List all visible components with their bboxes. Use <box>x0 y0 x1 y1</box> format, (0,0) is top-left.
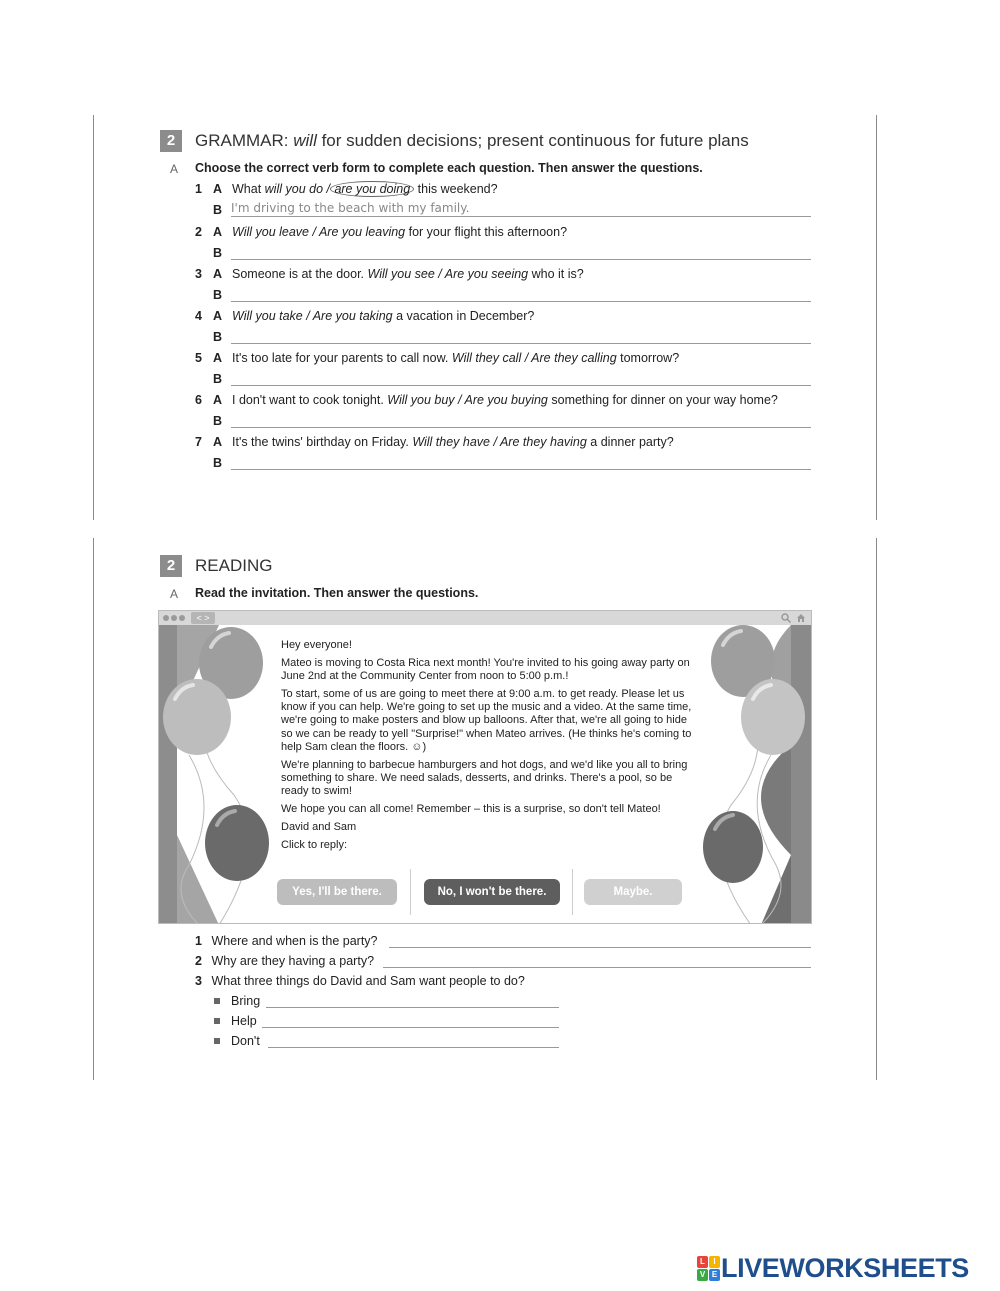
invitation-paragraph-3: We're planning to barbecue hamburgers and hot dogs, and we'd like you all to bring something to share. We need salads, desserts, and drinks. There's a pool, so be ready to swim! <box>281 758 688 798</box>
speaker-b-label: B <box>213 414 223 428</box>
question-text <box>232 392 778 408</box>
invitation-text <box>281 639 701 857</box>
question-text <box>232 308 534 324</box>
bullet-dont-label: Don't <box>231 1034 260 1048</box>
question-pre: I don't want to cook tonight. <box>232 393 388 407</box>
reply-divider-1 <box>410 869 411 915</box>
invitation-greeting: Hey everyone! <box>281 639 352 651</box>
invitation-paragraph-1: Mateo is moving to Costa Rica next month! You're invited to his going away party on June 2nd at the Community Center from noon to 5:00 p.m.! <box>281 656 690 683</box>
reply-yes-button[interactable]: Yes, I'll be there. <box>277 879 397 905</box>
question-number: 3 <box>195 267 202 281</box>
grammar-title <box>195 131 749 151</box>
grammar-answer-line-2[interactable] <box>231 244 811 260</box>
grammar-answer-line-3[interactable] <box>231 286 811 302</box>
grammar-answer-line-4[interactable] <box>231 328 811 344</box>
question-number: 1 <box>195 182 202 196</box>
speaker-a-label: A <box>213 393 223 407</box>
dont-answer-line[interactable] <box>268 1032 559 1048</box>
verb-options[interactable]: Will you leave / Are you leaving <box>232 225 406 239</box>
browser-bar <box>159 611 811 625</box>
logo-tile-i: I <box>709 1256 720 1268</box>
question-number: 7 <box>195 435 202 449</box>
window-dot-2 <box>171 615 177 621</box>
reading-question-number: 1 <box>195 934 202 948</box>
speaker-a-label: A <box>213 225 223 239</box>
balloons-right-illustration <box>691 625 811 924</box>
balloons-left-illustration <box>159 625 269 924</box>
nav-arrows-icon[interactable]: < > <box>191 612 215 624</box>
question-text <box>232 350 679 366</box>
invitation-signature: David and Sam <box>281 821 357 834</box>
reading-question-3 <box>195 973 525 989</box>
speaker-b-label: B <box>213 246 223 260</box>
bullet-icon <box>214 1038 220 1044</box>
grammar-exercise-letter: A <box>170 162 179 176</box>
grammar-title-suffix: for sudden decisions; present continuous for future plans <box>316 131 749 150</box>
invitation-window <box>158 610 812 924</box>
question-text <box>232 434 674 450</box>
reading-answer-line-2[interactable] <box>383 952 811 968</box>
question-post: a vacation in December? <box>392 309 535 323</box>
grammar-title-italic: will <box>293 131 317 150</box>
reading-question-text: What three things do David and Sam want people to do? <box>211 974 525 988</box>
question-pre: It's the twins' birthday on Friday. <box>232 435 413 449</box>
grammar-answer-line-1[interactable]: I'm driving to the beach with my family. <box>231 201 811 217</box>
bullet-icon <box>214 1018 220 1024</box>
verb-options[interactable]: Will you buy / Are you buying <box>387 393 548 407</box>
grammar-answer-line-6[interactable] <box>231 412 811 428</box>
grammar-section-number: 2 <box>160 130 182 152</box>
question-pre: What <box>232 182 265 196</box>
left-border-bottom <box>93 538 94 1080</box>
speaker-b-label: B <box>213 330 223 344</box>
left-border-top <box>93 115 94 520</box>
verb-options[interactable]: Will they have / Are they having <box>412 435 587 449</box>
invitation-reply-label: Click to reply: <box>281 838 348 851</box>
speaker-b-label: B <box>213 372 223 386</box>
reply-maybe-button[interactable]: Maybe. <box>584 879 682 905</box>
logo-tiles-icon <box>697 1256 721 1282</box>
reading-question-number: 3 <box>195 974 202 988</box>
question-text <box>232 266 584 282</box>
question-number: 4 <box>195 309 202 323</box>
bullet-icon <box>214 998 220 1004</box>
question-number: 2 <box>195 225 202 239</box>
verb-options[interactable]: Will you see / Are you seeing <box>367 267 529 281</box>
question-number: 6 <box>195 393 202 407</box>
question-text <box>232 181 498 197</box>
speaker-a-label: A <box>213 351 223 365</box>
question-pre: It's too late for your parents to call now. <box>232 351 452 365</box>
speaker-a-label: A <box>213 182 223 196</box>
reading-title: READING <box>195 556 273 575</box>
question-post: this weekend? <box>414 182 498 196</box>
verb-options[interactable]: Will you take / Are you taking <box>232 309 393 323</box>
option-will[interactable]: will you do / <box>264 182 334 196</box>
reading-section-number: 2 <box>160 555 182 577</box>
logo-tile-v: V <box>697 1269 708 1281</box>
grammar-answer-line-7[interactable] <box>231 454 811 470</box>
option-selected-circled[interactable]: are you doing <box>330 181 414 197</box>
speaker-a-label: A <box>213 435 223 449</box>
reading-question-2 <box>195 953 374 969</box>
question-pre: Someone is at the door. <box>232 267 368 281</box>
question-post: something for dinner on your way home? <box>547 393 778 407</box>
question-post: who it is? <box>528 267 584 281</box>
speaker-a-label: A <box>213 309 223 323</box>
grammar-instruction: Choose the correct verb form to complete each question. Then answer the questions. <box>195 161 703 175</box>
reading-question-text: Where and when is the party? <box>211 934 378 948</box>
right-border-top <box>876 115 877 520</box>
bring-answer-line[interactable] <box>266 992 559 1008</box>
reply-no-button[interactable]: No, I won't be there. <box>424 879 560 905</box>
invitation-paragraph-2: To start, some of us are going to meet there at 9:00 a.m. to get ready. Please let us know if you can help. We're going to set up the music and a video. At the same time, we're going to make posters and blow up balloons. After that, we're all going to hide so we can be ready to yell "Surprise!" when Mateo arrives. (He thinks he's coming to help Sam clean the floors. ☺) <box>281 687 692 754</box>
question-post: a dinner party? <box>586 435 674 449</box>
question-number: 5 <box>195 351 202 365</box>
invitation-paragraph-4: We hope you can all come! Remember – this is a surprise, so don't tell Mateo! <box>281 803 661 816</box>
search-icon[interactable] <box>781 613 791 623</box>
home-icon[interactable] <box>796 613 806 623</box>
grammar-title-prefix: GRAMMAR: <box>195 131 294 150</box>
reading-instruction: Read the invitation. Then answer the questions. <box>195 586 479 600</box>
help-answer-line[interactable] <box>262 1012 559 1028</box>
question-post: for your flight this afternoon? <box>405 225 568 239</box>
window-dot-3 <box>179 615 185 621</box>
reading-question-number: 2 <box>195 954 202 968</box>
reply-divider-2 <box>572 869 573 915</box>
bullet-help-label: Help <box>231 1014 257 1028</box>
logo-tile-l: L <box>697 1256 708 1268</box>
speaker-b-label: B <box>213 456 223 470</box>
reading-exercise-letter: A <box>170 587 179 601</box>
question-post: tomorrow? <box>616 351 680 365</box>
reading-question-text: Why are they having a party? <box>211 954 375 968</box>
speaker-b-label: B <box>213 203 223 217</box>
grammar-answer-line-5[interactable] <box>231 370 811 386</box>
verb-options[interactable]: Will they call / Are they calling <box>451 351 617 365</box>
bullet-bring-label: Bring <box>231 994 261 1008</box>
reading-answer-line-1[interactable] <box>389 932 811 948</box>
window-dot-1 <box>163 615 169 621</box>
speaker-b-label: B <box>213 288 223 302</box>
reading-question-1 <box>195 933 378 949</box>
logo-tile-e: E <box>709 1269 720 1281</box>
question-text <box>232 224 567 240</box>
logo-text: LIVEWORKSHEETS <box>721 1253 969 1283</box>
speaker-a-label: A <box>213 267 223 281</box>
right-border-bottom <box>876 538 877 1080</box>
